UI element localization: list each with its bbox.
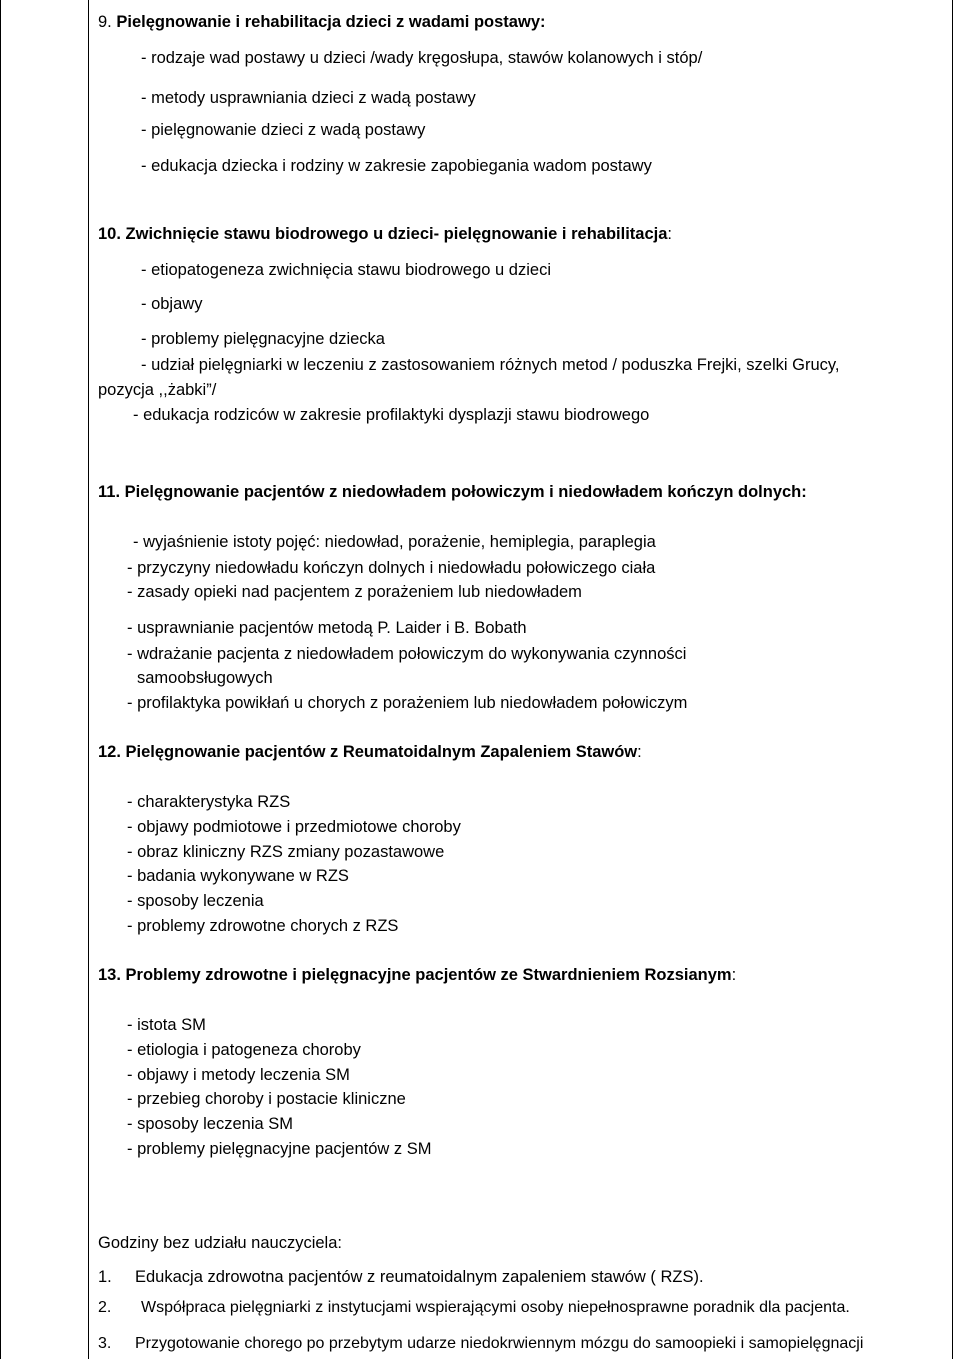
list-item: - rodzaje wad postawy u dzieci /wady kręgosłupa, stawów kolanowych i stóp/ (141, 49, 703, 67)
section-title: Problemy zdrowotne i pielęgnacyjne pacjentów ze Stwardnieniem Rozsianym (125, 966, 732, 984)
list-item: - sposoby leczenia (127, 892, 264, 910)
list-item: - udział pielęgniarki w leczeniu z zastosowaniem różnych metod / poduszka Frejki, szelki Grucy, (141, 356, 840, 374)
section-11-heading (98, 482, 807, 502)
list-item: - obraz kliniczny RZS zmiany pozastawowe (127, 843, 445, 861)
self-study-heading: Godziny bez udziału nauczyciela: (98, 1234, 342, 1252)
list-item: - edukacja rodziców w zakresie profilaktyki dysplazji stawu biodrowego (133, 406, 650, 424)
list-item: - objawy (141, 295, 203, 313)
numbered-item (98, 1334, 864, 1354)
section-number: 9. (98, 13, 112, 31)
section-colon: : (637, 743, 642, 761)
list-item: - etiopatogeneza zwichnięcia stawu biodrowego u dzieci (141, 261, 551, 279)
list-item: - objawy podmiotowe i przedmiotowe choroby (127, 818, 461, 836)
list-item: - edukacja dziecka i rodziny w zakresie zapobiegania wadom postawy (141, 157, 652, 175)
list-item: - problemy pielęgnacyjne pacjentów z SM (127, 1140, 432, 1158)
list-item-continuation: pozycja ,,żabki”/ (98, 381, 217, 399)
list-item: - badania wykonywane w RZS (127, 867, 349, 885)
list-item: - sposoby leczenia SM (127, 1115, 293, 1133)
item-number: 1. (98, 1268, 112, 1286)
list-item: - profilaktyka powikłań u chorych z porażeniem lub niedowładem połowiczym (127, 694, 688, 712)
list-item-continuation: samoobsługowych (137, 669, 273, 687)
list-item: - wyjaśnienie istoty pojęć: niedowład, porażenie, hemiplegia, paraplegia (133, 533, 656, 551)
section-title: Pielęgnowanie pacjentów z Reumatoidalnym Zapaleniem Stawów (125, 743, 638, 761)
list-item: - etiologia i patogeneza choroby (127, 1041, 361, 1059)
section-number: 12. (98, 743, 121, 761)
section-title: Pielęgnowanie i rehabilitacja dzieci z wadami postawy: (116, 13, 546, 31)
list-item: - objawy i metody leczenia SM (127, 1066, 350, 1084)
list-item: - metody usprawniania dzieci z wadą postawy (141, 89, 476, 107)
list-item: - problemy zdrowotne chorych z RZS (127, 917, 399, 935)
table-right-border (952, 0, 953, 1359)
section-colon: : (731, 966, 737, 984)
list-item: - istota SM (127, 1016, 206, 1034)
list-item: - zasady opieki nad pacjentem z porażeniem lub niedowładem (127, 583, 582, 601)
section-13-heading (98, 965, 736, 985)
section-colon: : (667, 225, 672, 243)
item-text: Edukacja zdrowotna pacjentów z reumatoidalnym zapaleniem stawów ( RZS). (135, 1268, 704, 1286)
list-item: - przebieg choroby i postacie kliniczne (127, 1090, 406, 1108)
item-number: 2. (98, 1299, 112, 1316)
list-item: - charakterystyka RZS (127, 793, 291, 811)
section-number: 13. (98, 966, 121, 984)
section-title: Zwichnięcie stawu biodrowego u dzieci- pielęgnowanie i rehabilitacja (125, 225, 668, 243)
table-column-divider (88, 0, 89, 1359)
item-text: Współpraca pielęgniarki z instytucjami wspierającymi osoby niepełnosprawne poradnik dla pacjenta. (141, 1299, 850, 1316)
section-title: Pielęgnowanie pacjentów z niedowładem połowiczym i niedowładem kończyn dolnych: (124, 483, 807, 501)
numbered-item (98, 1298, 850, 1318)
section-number: 10. (98, 225, 121, 243)
table-left-border (0, 0, 1, 1359)
list-item: - problemy pielęgnacyjne dziecka (141, 330, 385, 348)
list-item: - usprawnianie pacjentów metodą P. Laider i B. Bobath (127, 619, 527, 637)
section-number: 11. (98, 483, 121, 501)
numbered-item (98, 1267, 704, 1287)
list-item: - przyczyny niedowładu kończyn dolnych i niedowładu połowiczego ciała (127, 559, 656, 577)
section-10-heading (98, 224, 672, 244)
list-item: - pielęgnowanie dzieci z wadą postawy (141, 121, 426, 139)
section-9-heading (98, 12, 546, 32)
item-number: 3. (98, 1335, 112, 1352)
section-12-heading (98, 742, 642, 762)
item-text: Przygotowanie chorego po przebytym udarze niedokrwiennym mózgu do samoopieki i samopielęgnacji (135, 1335, 864, 1352)
list-item: - wdrażanie pacjenta z niedowładem połowiczym do wykonywania czynności (127, 645, 687, 663)
